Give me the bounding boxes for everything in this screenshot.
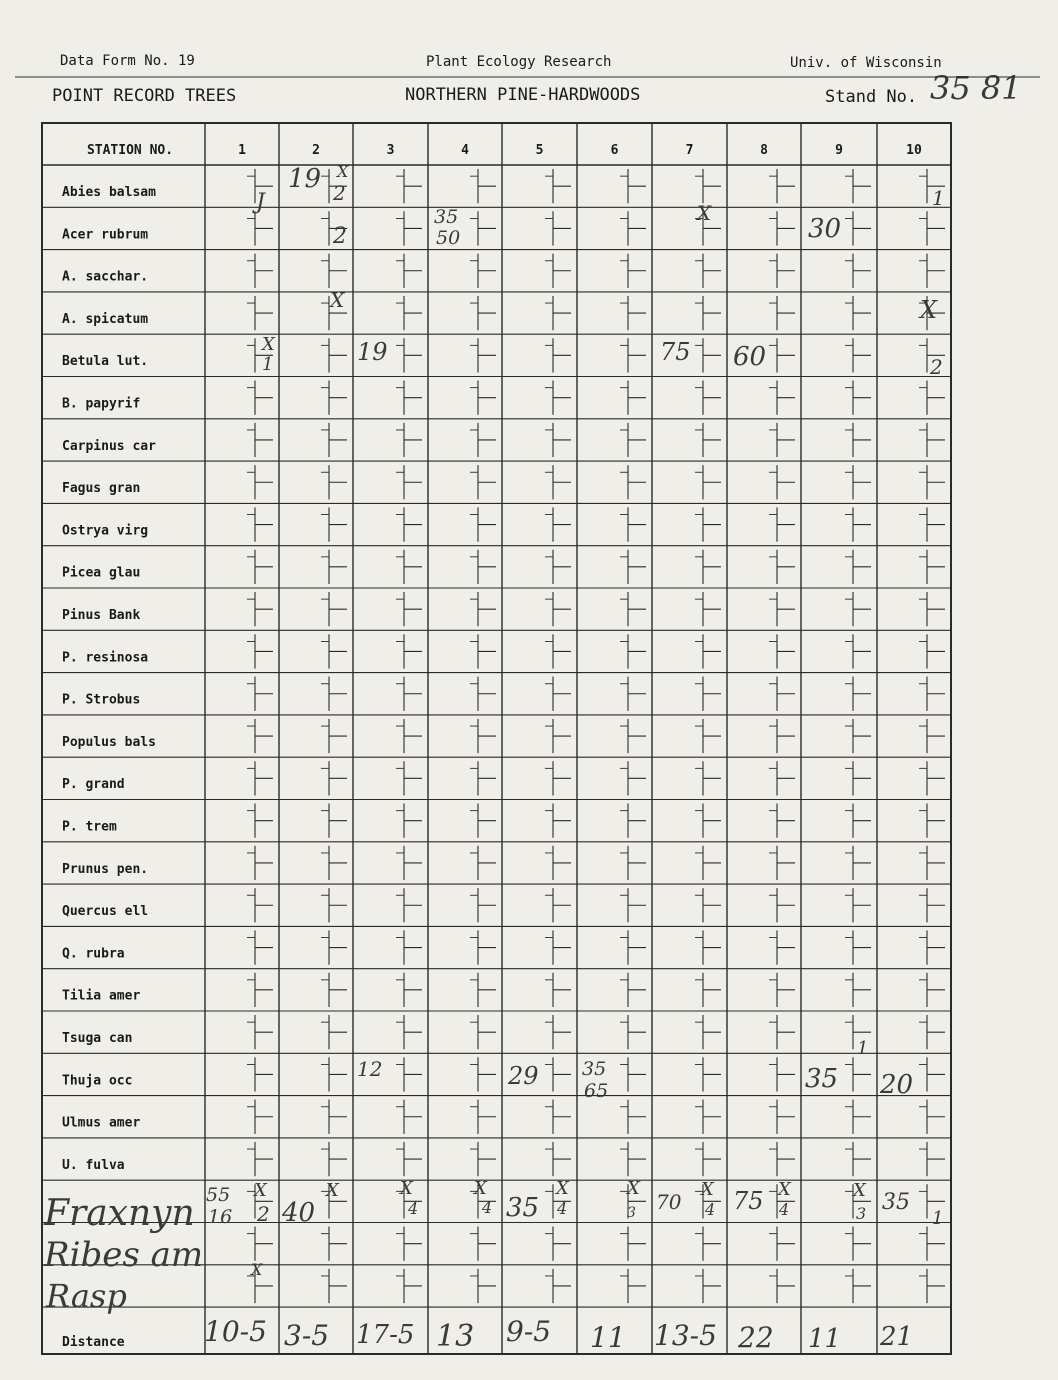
entry-acer-4-b: 50 <box>436 227 461 249</box>
entry-fraxinus-7-x: X <box>701 1179 714 1200</box>
entry-betula-1: 1 <box>262 354 274 375</box>
entry-thuja-6-a: 35 <box>582 1058 607 1080</box>
entry-betula-8: 60 <box>733 342 767 372</box>
entry-fraxinus-2: 40 <box>282 1198 316 1228</box>
university: Univ. of Wisconsin <box>790 55 942 71</box>
entry-fraxinus-9-count: 3 <box>856 1204 867 1223</box>
entry-fraxinus-4-x: X <box>474 1178 487 1199</box>
entry-fraxinus-5: 35 <box>506 1193 540 1223</box>
entry-fraxinus-3-x: X <box>400 1178 413 1199</box>
species-label-a-spicatum: A. spicatum <box>62 311 149 327</box>
entry-fraxinus-9-x: X <box>853 1180 866 1201</box>
entry-abies-1: J <box>256 190 265 215</box>
species-label-ulmus-amer: Ulmus amer <box>62 1115 141 1131</box>
species-label-picea-glau: Picea glau <box>62 565 141 581</box>
entry-fraxinus-5-count: 4 <box>557 1199 568 1218</box>
distance-station-4: 13 <box>436 1319 475 1354</box>
entry-fraxinus-4-count: 4 <box>482 1198 493 1217</box>
station-number-5: 5 <box>535 143 544 158</box>
species-label-p-resinosa: P. resinosa <box>62 650 149 666</box>
entry-acer-9: 30 <box>808 214 842 244</box>
station-number-8: 8 <box>760 143 768 158</box>
distance-station-7: 13-5 <box>654 1319 717 1352</box>
entry-fraxinus-2-x: X <box>326 1180 339 1201</box>
entry-spicatum-2: X <box>330 288 345 312</box>
form-title: POINT RECORD TREES <box>52 86 237 106</box>
station-number-3: 3 <box>386 143 395 158</box>
species-label-tsuga-can: Tsuga can <box>62 1031 133 1046</box>
distance-station-5: 9-5 <box>506 1315 552 1348</box>
species-label-ostrya-virg: Ostrya virg <box>62 523 149 539</box>
station-number-9: 9 <box>835 143 843 158</box>
entry-abies-2-x: X <box>337 162 349 181</box>
entry-betula-7: 75 <box>660 338 691 366</box>
entry-fraxinus-5-x: X <box>556 1178 569 1199</box>
handwritten-species-rasp: Rasp <box>46 1277 127 1315</box>
entry-thuja-9-count: 1 <box>857 1038 869 1059</box>
entry-fraxinus-6-count: 3 <box>627 1205 636 1221</box>
form-border <box>42 123 951 1354</box>
entry-fraxinus-3-count: 4 <box>408 1199 419 1218</box>
entry-thuja-3: 12 <box>357 1057 383 1081</box>
species-label-populus-bals: Populus bals <box>62 734 156 750</box>
entry-fraxinus-1-count: 2 <box>257 1202 270 1226</box>
entry-acer-2: 2 <box>333 224 347 249</box>
species-label-b-papyrif: B. papyrif <box>62 396 141 412</box>
entry-fraxinus-8: 75 <box>733 1187 764 1215</box>
species-label-carpinus-car: Carpinus car <box>62 438 156 454</box>
form-number: Data Form No. 19 <box>60 53 195 69</box>
entry-thuja-5: 29 <box>508 1062 539 1090</box>
species-label-u-fulva: U. fulva <box>62 1157 125 1173</box>
species-label-a-sacchar: A. sacchar. <box>62 269 149 285</box>
distance-station-10: 21 <box>880 1322 914 1352</box>
entry-ribes-1-x: X <box>251 1260 263 1279</box>
species-label-betula-lut: Betula lut. <box>62 354 149 370</box>
stand-label: Stand No. <box>825 87 918 107</box>
entry-fraxinus-6-x: X <box>627 1178 640 1199</box>
entry-spicatum-10: X <box>920 296 938 324</box>
handwritten-species-ribes: Ribes am <box>44 1235 204 1275</box>
entry-fraxinus-10-count: 1 <box>932 1208 944 1229</box>
species-label-acer-rubrum: Acer rubrum <box>62 227 149 243</box>
entry-fraxinus-7-count: 4 <box>705 1200 716 1219</box>
distance-station-1: 10-5 <box>204 1315 267 1348</box>
species-label-q-rubra: Q. rubra <box>62 946 125 962</box>
entry-acer-7: X <box>697 201 712 225</box>
species-label-prunus-pen: Prunus pen. <box>62 861 149 877</box>
organization: Plant Ecology Research <box>426 54 612 70</box>
distance-station-9: 11 <box>808 1324 842 1354</box>
entry-betula-3: 19 <box>357 338 388 366</box>
species-label-p-trem: P. trem <box>62 819 117 835</box>
species-label-abies-balsam: Abies balsam <box>62 185 156 200</box>
distance-station-3: 17-5 <box>356 1320 415 1350</box>
entry-fraxinus-8-count: 4 <box>779 1200 790 1219</box>
entry-thuja-9: 35 <box>805 1064 839 1094</box>
entry-thuja-6-b: 65 <box>584 1080 609 1102</box>
entry-fraxinus-1-b: 16 <box>208 1206 233 1228</box>
entry-thuja-10: 20 <box>880 1070 914 1100</box>
station-number-1: 1 <box>238 143 246 158</box>
species-label-thuja-occ: Thuja occ <box>62 1073 133 1089</box>
station-number-10: 10 <box>906 143 922 158</box>
station-header: STATION NO. <box>86 143 174 158</box>
entry-fraxinus-7: 70 <box>656 1190 682 1214</box>
species-label-pinus-bank: Pinus Bank <box>62 608 141 623</box>
species-label-p-grand: P. grand <box>62 777 125 793</box>
entry-abies-2: 19 <box>288 164 322 194</box>
station-number-6: 6 <box>610 143 619 158</box>
species-label-quercus-ell: Quercus ell <box>62 904 149 920</box>
entry-fraxinus-1-x: X <box>254 1180 267 1201</box>
community-title: NORTHERN PINE-HARDWOODS <box>405 85 641 105</box>
distance-station-2: 3-5 <box>284 1319 330 1352</box>
station-number-4: 4 <box>461 143 469 158</box>
species-label-tilia-amer: Tilia amer <box>62 988 141 1004</box>
handwritten-species-fraxinus: Fraxnyn <box>44 1193 195 1234</box>
species-label-p-strobus: P. Strobus <box>62 692 141 708</box>
entry-abies-10: 1 <box>932 186 945 210</box>
entry-fraxinus-10: 35 <box>882 1190 910 1215</box>
stand-number: 35 81 <box>930 69 1022 107</box>
distance-label: Distance <box>62 1335 125 1350</box>
station-number-2: 2 <box>312 143 320 158</box>
distance-station-8: 22 <box>738 1321 774 1354</box>
entry-fraxinus-1-a: 55 <box>206 1184 231 1206</box>
station-number-7: 7 <box>685 143 694 158</box>
entry-abies-2-count: 2 <box>333 181 346 205</box>
entry-betula-1-x: X <box>262 334 275 355</box>
entry-acer-4-a: 35 <box>434 206 459 228</box>
distance-station-6: 11 <box>590 1321 626 1354</box>
entry-fraxinus-8-x: X <box>778 1179 791 1200</box>
entry-betula-10: 2 <box>930 355 943 379</box>
species-label-fagus-gran: Fagus gran <box>62 481 141 497</box>
